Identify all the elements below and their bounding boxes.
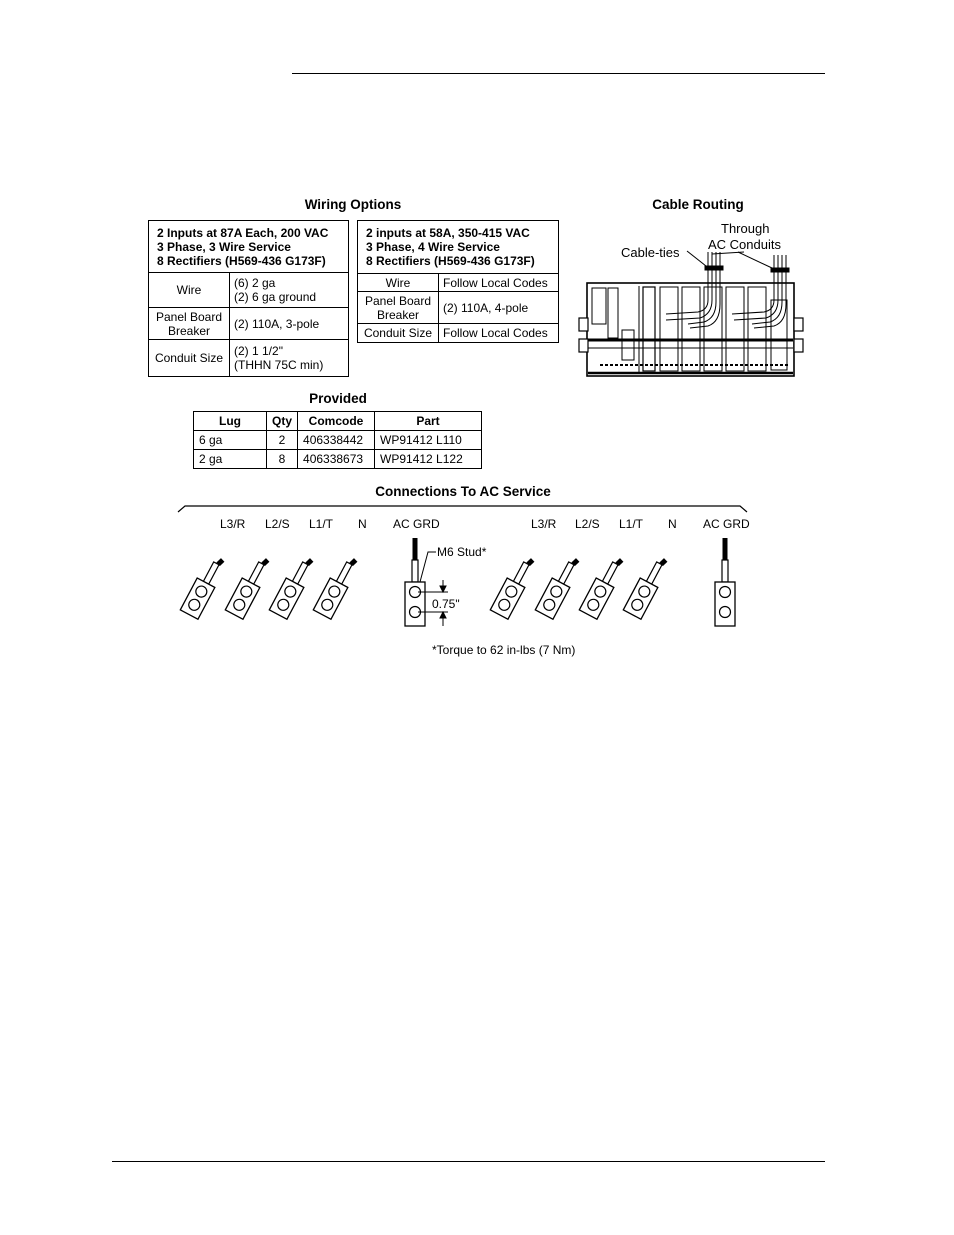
spacing-label: 0.75" xyxy=(432,597,460,611)
table-row: 2 ga 8 406338673 WP91412 L122 xyxy=(194,450,482,469)
terminal-label-l1t: L1/T xyxy=(309,517,334,531)
table-row: Panel Board Breaker (2) 110A, 3-pole xyxy=(149,308,349,340)
connections-bracket xyxy=(178,506,747,512)
ac-conduits-label: AC Conduits xyxy=(708,237,781,252)
table-row: Wire Follow Local Codes xyxy=(358,273,559,292)
col-comcode: Comcode xyxy=(298,412,375,431)
ground-lug-1 xyxy=(405,538,425,626)
terminal-label-acgrd: AC GRD xyxy=(703,517,750,531)
terminal-label-n: N xyxy=(358,517,367,531)
table-row: Wire (6) 2 ga (2) 6 ga ground xyxy=(149,273,349,308)
group-1-lugs xyxy=(180,553,361,619)
m6-stud-label: M6 Stud* xyxy=(437,545,487,559)
terminal-label-l3r: L3/R xyxy=(220,517,246,531)
group-2-lugs xyxy=(490,553,671,619)
terminal-label-l1t: L1/T xyxy=(619,517,644,531)
terminal-label-n: N xyxy=(668,517,677,531)
provided-title: Provided xyxy=(309,391,367,406)
terminal-label-l3r: L3/R xyxy=(531,517,557,531)
terminal-label-l2s: L2/S xyxy=(575,517,600,531)
terminal-label-acgrd: AC GRD xyxy=(393,517,440,531)
cable-routing-title: Cable Routing xyxy=(652,197,744,212)
table-row: Conduit Size Follow Local Codes xyxy=(358,324,559,343)
table-row: Conduit Size (2) 1 1/2" (THHN 75C min) xyxy=(149,340,349,377)
through-label: Through xyxy=(721,221,770,236)
torque-note: *Torque to 62 in-lbs (7 Nm) xyxy=(432,643,576,657)
col-lug: Lug xyxy=(194,412,267,431)
col-part: Part xyxy=(375,412,482,431)
ground-lug-2 xyxy=(715,538,735,626)
table-row: Panel Board Breaker (2) 110A, 4-pole xyxy=(358,292,559,324)
option-a-header: 2 Inputs at 87A Each, 200 VAC 3 Phase, 3 Wire Service 8 Rectifiers (H569-436 G173F) xyxy=(149,221,349,273)
wiring-options-title: Wiring Options xyxy=(304,197,402,212)
option-b-header: 2 inputs at 58A, 350-415 VAC 3 Phase, 4 Wire Service 8 Rectifiers (H569-436 G173F) xyxy=(358,221,559,274)
cable-routing-diagram xyxy=(579,251,803,376)
connections-title: Connections To AC Service xyxy=(375,484,551,499)
table-row: 6 ga 2 406338442 WP91412 L110 xyxy=(194,431,482,450)
cable-ties-label: Cable-ties xyxy=(621,245,680,260)
col-qty: Qty xyxy=(267,412,298,431)
terminal-label-l2s: L2/S xyxy=(265,517,290,531)
